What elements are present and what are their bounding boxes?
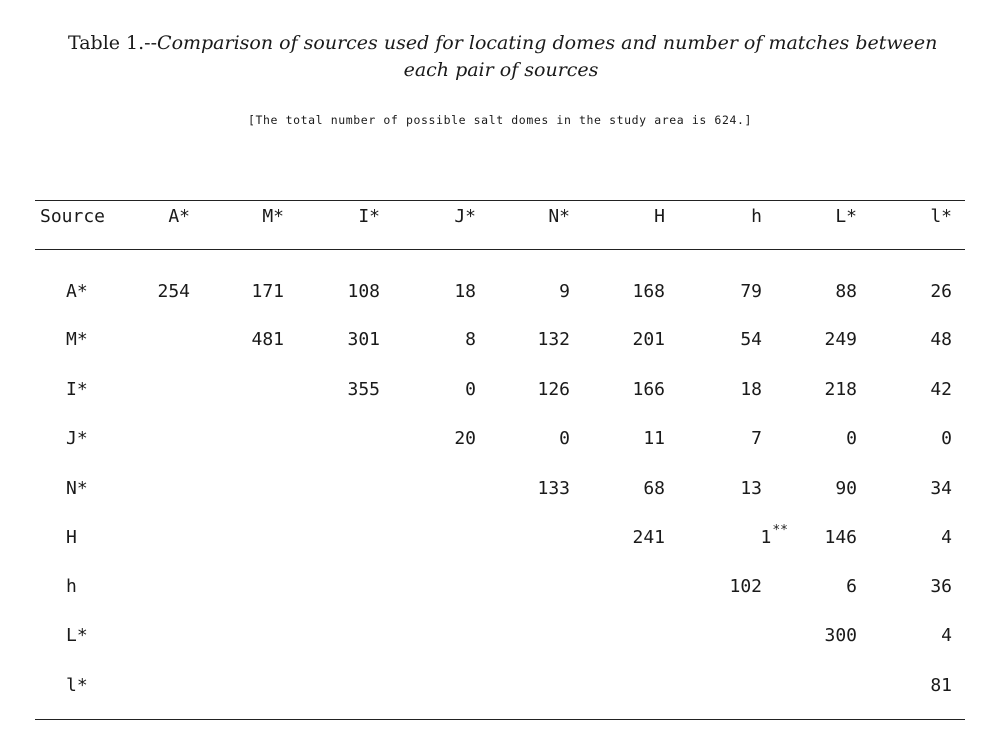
cell-value: 18	[740, 379, 762, 400]
table-cell	[824, 527, 857, 549]
table-cell	[930, 576, 952, 598]
table-cell	[632, 329, 665, 351]
table-cell	[632, 527, 665, 549]
caption-lead: Table 1.--	[68, 32, 158, 54]
cell-value: 13	[740, 478, 762, 499]
cell-value: 0	[465, 379, 476, 400]
cell-value: 90	[835, 478, 857, 499]
table-cell	[740, 281, 762, 303]
cell-value: 254	[157, 281, 190, 302]
cell-value: 34	[930, 478, 952, 499]
table-cell	[930, 675, 952, 697]
row-source-label: N*	[66, 478, 88, 499]
table-note: [The total number of possible salt domes in the study area is 624.]	[247, 113, 753, 127]
cell-value: 18	[454, 281, 476, 302]
table-cell	[740, 329, 762, 351]
row-source-label: H	[66, 527, 77, 548]
row-source-label: M*	[66, 329, 88, 350]
table-cell	[465, 329, 476, 351]
cell-value: 81	[930, 675, 952, 696]
row-source-label: L*	[66, 625, 88, 646]
cell-value: 171	[251, 281, 284, 302]
cell-value: 68	[643, 478, 665, 499]
cell-value: 42	[930, 379, 952, 400]
cell-value: 201	[632, 329, 665, 350]
table-top-rule	[35, 200, 965, 201]
table-cell	[347, 379, 380, 401]
cell-value: 0	[846, 428, 857, 449]
cell-value: 168	[632, 281, 665, 302]
cell-value: 102	[729, 576, 762, 597]
table-cell	[941, 428, 952, 450]
caption-line-1	[68, 30, 937, 57]
cell-value: 146	[824, 527, 857, 548]
cell-value: 4	[941, 625, 952, 646]
table-cell	[537, 329, 570, 351]
cell-value: 36	[930, 576, 952, 597]
table-cell	[729, 576, 762, 598]
cell-value: 88	[835, 281, 857, 302]
cell-value: 126	[537, 379, 570, 400]
table-cell	[824, 329, 857, 351]
table-cell	[930, 329, 952, 351]
table-cell	[347, 281, 380, 303]
table-header-rule	[35, 249, 965, 250]
table-cell	[632, 379, 665, 401]
cell-value: 108	[347, 281, 380, 302]
cell-value: 4	[941, 527, 952, 548]
table-cell	[751, 428, 762, 450]
column-header: H	[654, 206, 665, 227]
cell-value: 166	[632, 379, 665, 400]
cell-value: 6	[846, 576, 857, 597]
table-cell	[559, 428, 570, 450]
table-cell	[941, 527, 952, 549]
cell-value: 132	[537, 329, 570, 350]
cell-value: 300	[824, 625, 857, 646]
column-header: M*	[262, 206, 284, 227]
column-header: l*	[930, 206, 952, 227]
caption-title-part-1: Comparison of sources used for locating domes and number of matches between	[157, 32, 938, 54]
table-cell	[465, 379, 476, 401]
cell-value: 48	[930, 329, 952, 350]
table-bottom-rule	[35, 719, 965, 720]
cell-value: 249	[824, 329, 857, 350]
cell-value: 8	[465, 329, 476, 350]
table-cell	[251, 281, 284, 303]
table-cell	[930, 379, 952, 401]
cell-value: 241	[632, 527, 665, 548]
cell-value: 218	[824, 379, 857, 400]
footnote-mark: **	[772, 523, 788, 538]
row-source-label: h	[66, 576, 77, 597]
row-source-label: A*	[66, 281, 88, 302]
cell-value: 355	[347, 379, 380, 400]
table-cell	[930, 281, 952, 303]
table-cell	[941, 625, 952, 647]
cell-value: 0	[559, 428, 570, 449]
table-cell	[632, 281, 665, 303]
cell-value: 11	[643, 428, 665, 449]
cell-value: 26	[930, 281, 952, 302]
table-cell	[846, 428, 857, 450]
caption-title-part-2: each pair of sources	[403, 59, 599, 81]
table-cell	[643, 428, 665, 450]
column-header: J*	[454, 206, 476, 227]
table-cell	[347, 329, 380, 351]
table-cell	[824, 625, 857, 647]
column-header: I*	[358, 206, 380, 227]
table-cell	[157, 281, 190, 303]
cell-value: 301	[347, 329, 380, 350]
row-source-label: J*	[66, 428, 88, 449]
table-cell	[643, 478, 665, 500]
table-cell	[251, 329, 284, 351]
table-cell	[537, 478, 570, 500]
cell-value: 54	[740, 329, 762, 350]
table-cell	[846, 576, 857, 598]
row-source-label: I*	[66, 379, 88, 400]
table-cell	[537, 379, 570, 401]
cell-value: 133	[537, 478, 570, 499]
cell-value: 481	[251, 329, 284, 350]
table-cell	[559, 281, 570, 303]
column-header: L*	[835, 206, 857, 227]
column-header-source: Source	[40, 206, 106, 227]
table-cell	[824, 379, 857, 401]
table-cell	[454, 281, 476, 303]
column-header: h	[751, 206, 762, 227]
cell-value: 9	[559, 281, 570, 302]
table-cell	[740, 379, 762, 401]
table-cell	[835, 281, 857, 303]
table-cell	[930, 478, 952, 500]
cell-value: 7	[751, 428, 762, 449]
row-source-label: l*	[66, 675, 88, 696]
cell-value: 79	[740, 281, 762, 302]
column-header: N*	[548, 206, 570, 227]
table-cell	[835, 478, 857, 500]
column-header: A*	[168, 206, 190, 227]
cell-value: 1	[760, 527, 772, 548]
table-cell	[454, 428, 476, 450]
cell-value: 20	[454, 428, 476, 449]
table-cell	[760, 523, 789, 551]
cell-value: 0	[941, 428, 952, 449]
table-cell	[740, 478, 762, 500]
